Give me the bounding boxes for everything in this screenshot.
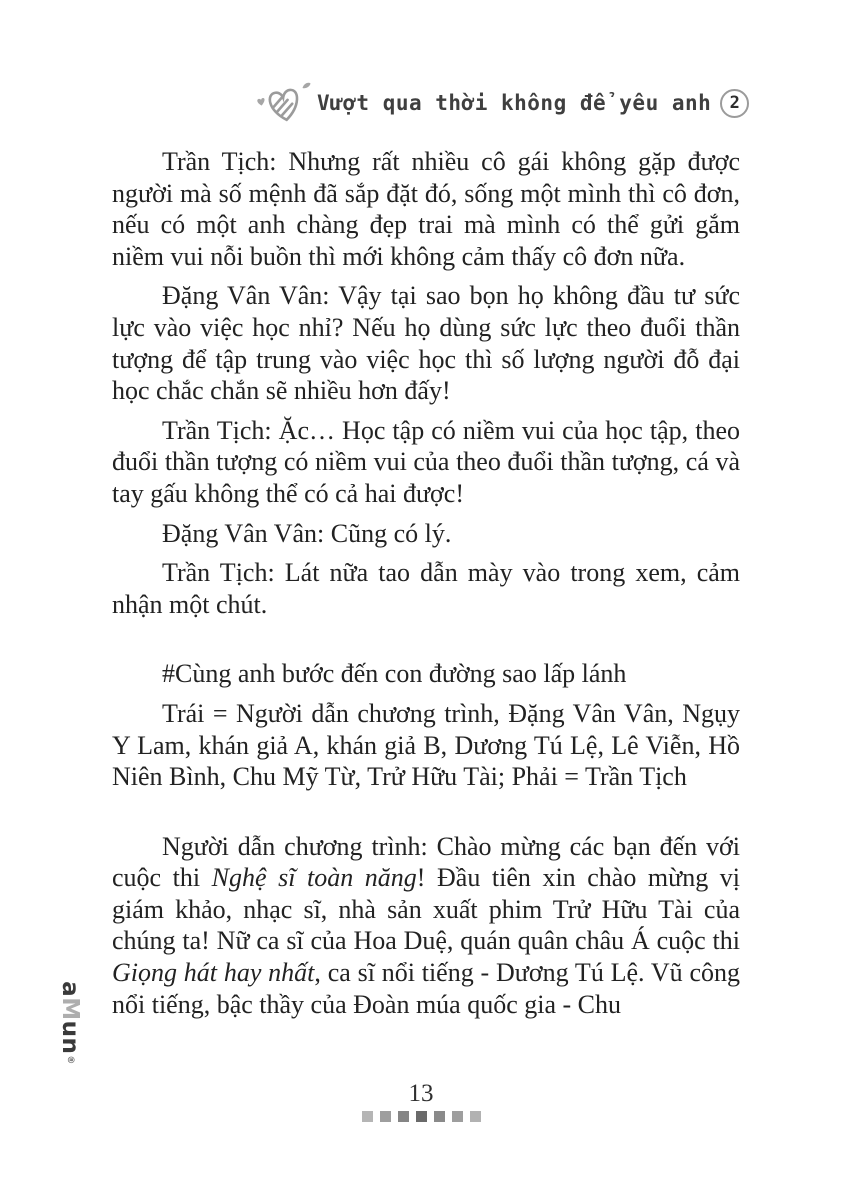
ornament-square [398,1111,409,1122]
ornament-square [380,1111,391,1122]
footer-ornament [0,1111,842,1122]
ornament-square [362,1111,373,1122]
logo-letter: M [57,997,83,1021]
stage-direction-paragraph: Trái = Người dẫn chương trình, Đặng Vân Vân, Ngụy Y Lam, khán giả A, khán giả B, Dương Tú Lệ, Lê Viễn, Hồ Niên Bình, Chu Mỹ Từ, Trử Hữu Tài; Phải = Trần Tịch [112,698,740,792]
running-title: Vượt qua thời không để yêu anh [317,91,712,115]
ornament-square [452,1111,463,1122]
volume-badge [720,89,749,118]
page-header [254,82,749,124]
publisher-logo [55,973,85,1073]
dialogue-paragraph-tran-tich-2: Trần Tịch: Ặc… Học tập có niềm vui của học tập, theo đuổi thần tượng có niềm vui của theo đuổi thần tượng, cá và tay gấu không thể có cả hai được! [112,415,740,508]
host-paragraph [112,831,740,1021]
heart-doodle-icon [254,81,312,128]
ornament-square [416,1111,427,1122]
show-title-italic-2: Giọng hát hay nhất [112,958,315,988]
page-number: 13 [408,1080,434,1107]
dialogue-paragraph-dang-van-van-2: Đặng Vân Vân: Cũng có lý. [162,518,452,548]
logo-letter: n [57,1037,83,1055]
host-text-3: , ca sĩ nổi tiếng - Dương Tú Lệ. Vũ công nổi tiếng, bậc thầy của Đoàn múa quốc gia - Chu [112,958,740,1019]
show-title-italic-1: Nghệ sĩ toàn năng [211,863,417,893]
dialogue-paragraph-dang-van-van-1: Đặng Vân Vân: Vậy tại sao bọn họ không đầu tư sức lực vào việc học nhỉ? Nếu họ dùng sức lực theo đuổi thần tượng để tập trung vào việc học thì số lượng người đỗ đại học chắc chắn sẽ nhiều hơn đấy! [112,281,740,406]
host-text-2: ! Đầu tiên xin chào mừng vị giám khảo, nhạc sĩ, nhà sản xuất phim Trử Hữu Tài của chúng ta! Nữ ca sĩ của Hoa Duệ, quán quân châu Á cuộc thi [112,863,740,956]
registered-mark: ® [65,1055,75,1065]
logo-letter: u [57,1020,83,1038]
dialogue-paragraph-tran-tich-3: Trần Tịch: Lát nữa tao dẫn mày vào trong xem, cảm nhận một chút. [112,558,740,619]
volume-number: 2 [729,93,740,113]
ornament-square [470,1111,481,1122]
host-text-1: Người dẫn chương trình: Chào mừng các bạn đến với cuộc thi [112,831,740,893]
page-content [112,146,740,1028]
ornament-square [434,1111,445,1122]
logo-letter: a [57,981,83,998]
hashtag-line: #Cùng anh bước đến con đường sao lấp lánh [162,659,627,689]
dialogue-paragraph-tran-tich-1: Trần Tịch: Nhưng rất nhiều cô gái không gặp được người mà số mệnh đã sắp đặt đó, sống một mình thì cô đơn, nếu có một anh chàng đẹp trai mà mình có thể gửi gắm niềm vui nỗi buồn thì mới không cảm thấy cô đơn nữa. [112,147,740,271]
